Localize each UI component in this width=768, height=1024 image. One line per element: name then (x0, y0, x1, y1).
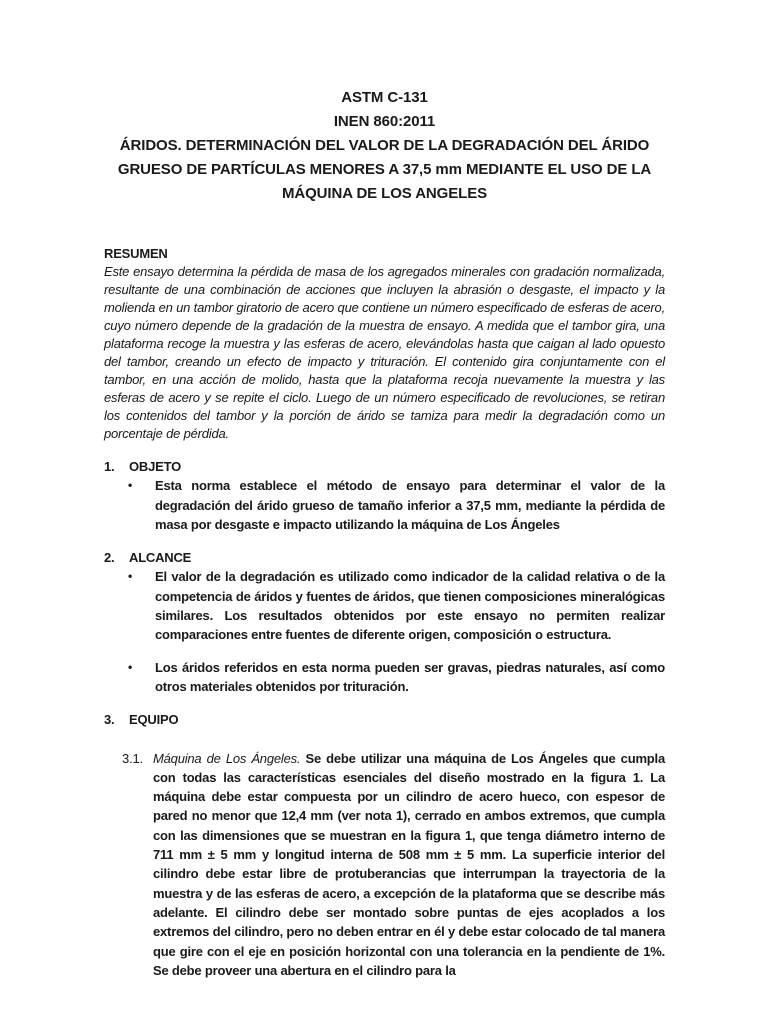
subsection-body (153, 749, 665, 981)
bullet-icon: • (128, 569, 133, 584)
section-alcance-heading (104, 548, 665, 567)
subsection-3-1 (122, 749, 665, 981)
section-number: 3. (104, 712, 115, 728)
title-line-subject: ÁRIDOS. DETERMINACIÓN DEL VALOR DE LA DEGRADACIÓN DEL ÁRIDO GRUESO DE PARTÍCULAS MENORES A 37,5 mm MEDIANTE EL USO DE LA MÁQUINA DE LOS ANGELES (117, 137, 652, 202)
bullet-icon: • (128, 478, 133, 493)
section-heading-label: EQUIPO (129, 712, 179, 728)
section-equipo (104, 710, 665, 980)
document-body (104, 244, 665, 980)
bullet-icon: • (128, 659, 133, 674)
bullet-item (128, 658, 665, 697)
bullet-item (128, 476, 665, 534)
document-title (104, 86, 665, 206)
section-alcance (104, 548, 665, 696)
section-heading-label: OBJETO (129, 459, 182, 474)
section-number: 1. (104, 459, 115, 474)
title-line-norm-code: INEN 860:2011 (333, 113, 436, 130)
spacer (104, 730, 665, 739)
bullet-text: Esta norma establece el método de ensayo para determinar el valor de la degradación del árido grueso de tamaño inferior a 37,5 mm, mediante la pérdida de masa por desgaste e impacto utilizando la máquina de Los Ángeles (155, 478, 665, 532)
title-line-standard: ASTM C-131 (341, 89, 428, 106)
bullet-text: Los áridos referidos en esta norma pueden ser gravas, piedras naturales, así como otros materiales obtenidos por trituración. (155, 659, 665, 694)
resumen-body: Este ensayo determina la pérdida de masa de los agregados minerales con gradación normalizada, resultante de una combinación de acciones que incluyen la abrasión o desgaste, el impacto y la molienda en un tambor giratorio de acero que contiene un número especificado de esferas de acero, cuyo número depende de la gradación de la muestra de ensayo. A medida que el tambor gira, una plataforma recoge la muestra y las esferas de acero, elevándolas hasta que caigan al lado opuesto del tambor, creando un efecto de impacto y trituración. El contenido gira conjuntamente con el tambor, en una acción de molido, hasta que la plataforma recoja nuevamente la muestra y las esferas de acero y se repite el ciclo. Luego de un número especificado de revoluciones, se retiran los contenidos del tambor y la porción de árido se tamiza para medir la degradación como un porcentaje de pérdida. (104, 264, 665, 441)
subsection-text: Se debe utilizar una máquina de Los Ángeles que cumpla con todas las características esenciales del diseño mostrado en la figura 1. La máquina debe estar compuesta por un cilindro de acero hueco, con espesor de pared no menor que 12,4 mm (ver nota 1), cerrado en ambos extremos, que cumpla con las dimensiones que se muestran en la figura 1, que tenga diámetro interno de 711 mm ± 5 mm y longitud interna de 508 mm ± 5 mm. La superficie interior del cilindro debe estar libre de protuberancias que interrumpan la trayectoria de la muestra y de las esferas de acero, a excepción de la plataforma que se describe más adelante. El cilindro debe ser montado sobre puntas de ejes acoplados a los extremos del cilindro, pero no deben entrar en él y debe estar colocado de tal manera que gire con el eje en posición horizontal con una tolerancia en la pendiente de 1%. Se debe proveer una abertura en el cilindro para la (153, 750, 665, 978)
section-heading-label: ALCANCE (129, 550, 192, 566)
section-objeto-heading (104, 457, 665, 476)
section-equipo-heading (104, 710, 665, 729)
subsection-title: Máquina de Los Ángeles. (153, 750, 301, 766)
bullet-item (128, 567, 665, 644)
resumen-heading: RESUMEN (104, 246, 168, 261)
bullet-text: El valor de la degradación es utilizado como indicador de la calidad relativa o de la competencia de áridos y fuentes de áridos, que tienen composiciones mineralógicas similares. Los resultados obtenidos por este ensayo no permiten realizar comparaciones entre fuentes de diferente origen, composición o estructura. (155, 569, 665, 643)
subsection-number: 3.1. (122, 750, 143, 766)
section-number: 2. (104, 550, 115, 566)
resumen-section (104, 244, 665, 443)
section-objeto (104, 457, 665, 534)
